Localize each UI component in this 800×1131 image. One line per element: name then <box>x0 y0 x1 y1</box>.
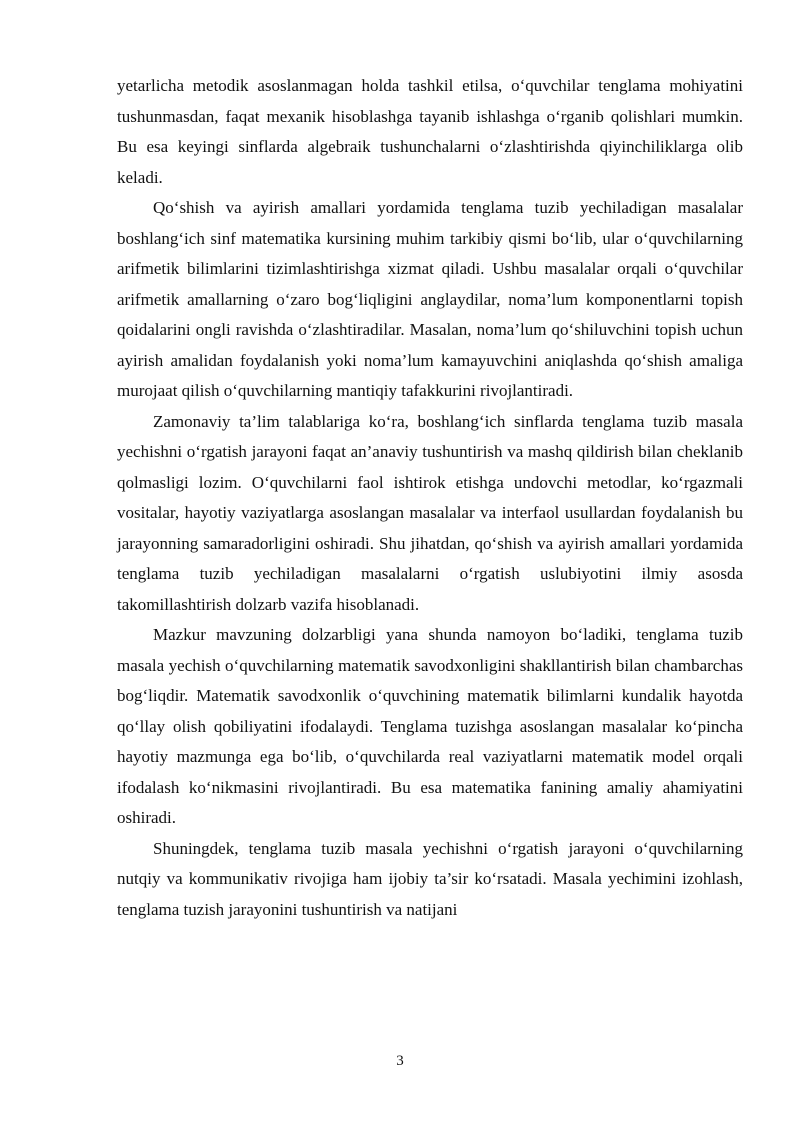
paragraph-1: yetarlicha metodik asoslanmagan holda tashkil etilsa, o‘quvchilar tenglama mohiyatini tushunmasdan, faqat mexanik hisoblashga tayanib ishlashga o‘rganib qolishlari mumkin. Bu esa keyingi sinflarda algebraik tushunchalarni o‘zlashtirishda qiyinchiliklarga olib keladi. <box>117 76 743 187</box>
paragraph-5: Shuningdek, tenglama tuzib masala yechishni o‘rgatish jarayoni o‘quvchilarning nutqiy va kommunikativ rivojiga ham ijobiy ta’sir ko‘rsatadi. Masala yechimini izohlash, tenglama tuzish jarayonini tushuntirish va natijani <box>117 838 743 919</box>
paragraph-2: Qo‘shish va ayirish amallari yordamida tenglama tuzib yechiladigan masalalar boshlang‘ich sinf matematika kursining muhim tarkibiy qismi bo‘lib, ular o‘quvchilarning arifmetik bilimlarini tizimlashtirishga xizmat qiladi. Ushbu masalalar orqali o‘quvchilar arifmetik amallarning o‘zaro bog‘liqligini anglaydilar, noma’lum komponentlarni topish qoidalarini ongli ravishda o‘zlashtiradilar. Masalan, noma’lum qo‘shiluvchini topish uchun ayirish amalidan foydalanish yoki noma’lum kamayuvchini aniqlashda qo‘shish amaliga murojaat qilish o‘quvchilarning mantiqiy tafakkurini rivojlantiradi. <box>117 198 743 400</box>
paragraph-4: Mazkur mavzuning dolzarbligi yana shunda namoyon bo‘ladiki, tenglama tuzib masala yechish o‘quvchilarning matematik savodxonligini shakllantirish bilan chambarchas bog‘liqdir. Matematik savodxonlik o‘quvchining matematik bilimlarni kundalik hayotda qo‘llay olish qobiliyatini ifodalaydi. Tenglama tuzishga asoslangan masalalar ko‘pincha hayotiy mazmunga ega bo‘lib, o‘quvchilarda real vaziyatlarni matematik model orqali ifodalash ko‘nikmasini rivojlantiradi. Bu esa matematika fanining amaliy ahamiyatini oshiradi. <box>117 625 743 827</box>
page-number: 3 <box>396 1053 404 1069</box>
document-body <box>117 71 743 925</box>
paragraph-3: Zamonaviy ta’lim talablariga ko‘ra, boshlang‘ich sinflarda tenglama tuzib masala yechishni o‘rgatish jarayoni faqat an’anaviy tushuntirish va mashq qildirish bilan cheklanib qolmasligi lozim. O‘quvchilarni faol ishtirok etishga undovchi metodlar, ko‘rgazmali vositalar, hayotiy vaziyatlarga asoslangan masalalar va interfaol usullardan foydalanish bu jarayonning samaradorligini oshiradi. Shu jihatdan, qo‘shish va ayirish amallari yordamida tenglama tuzib yechiladigan masalalarni o‘rgatish uslubiyotini ilmiy asosda takomillashtirish dolzarb vazifa hisoblanadi. <box>117 411 743 614</box>
